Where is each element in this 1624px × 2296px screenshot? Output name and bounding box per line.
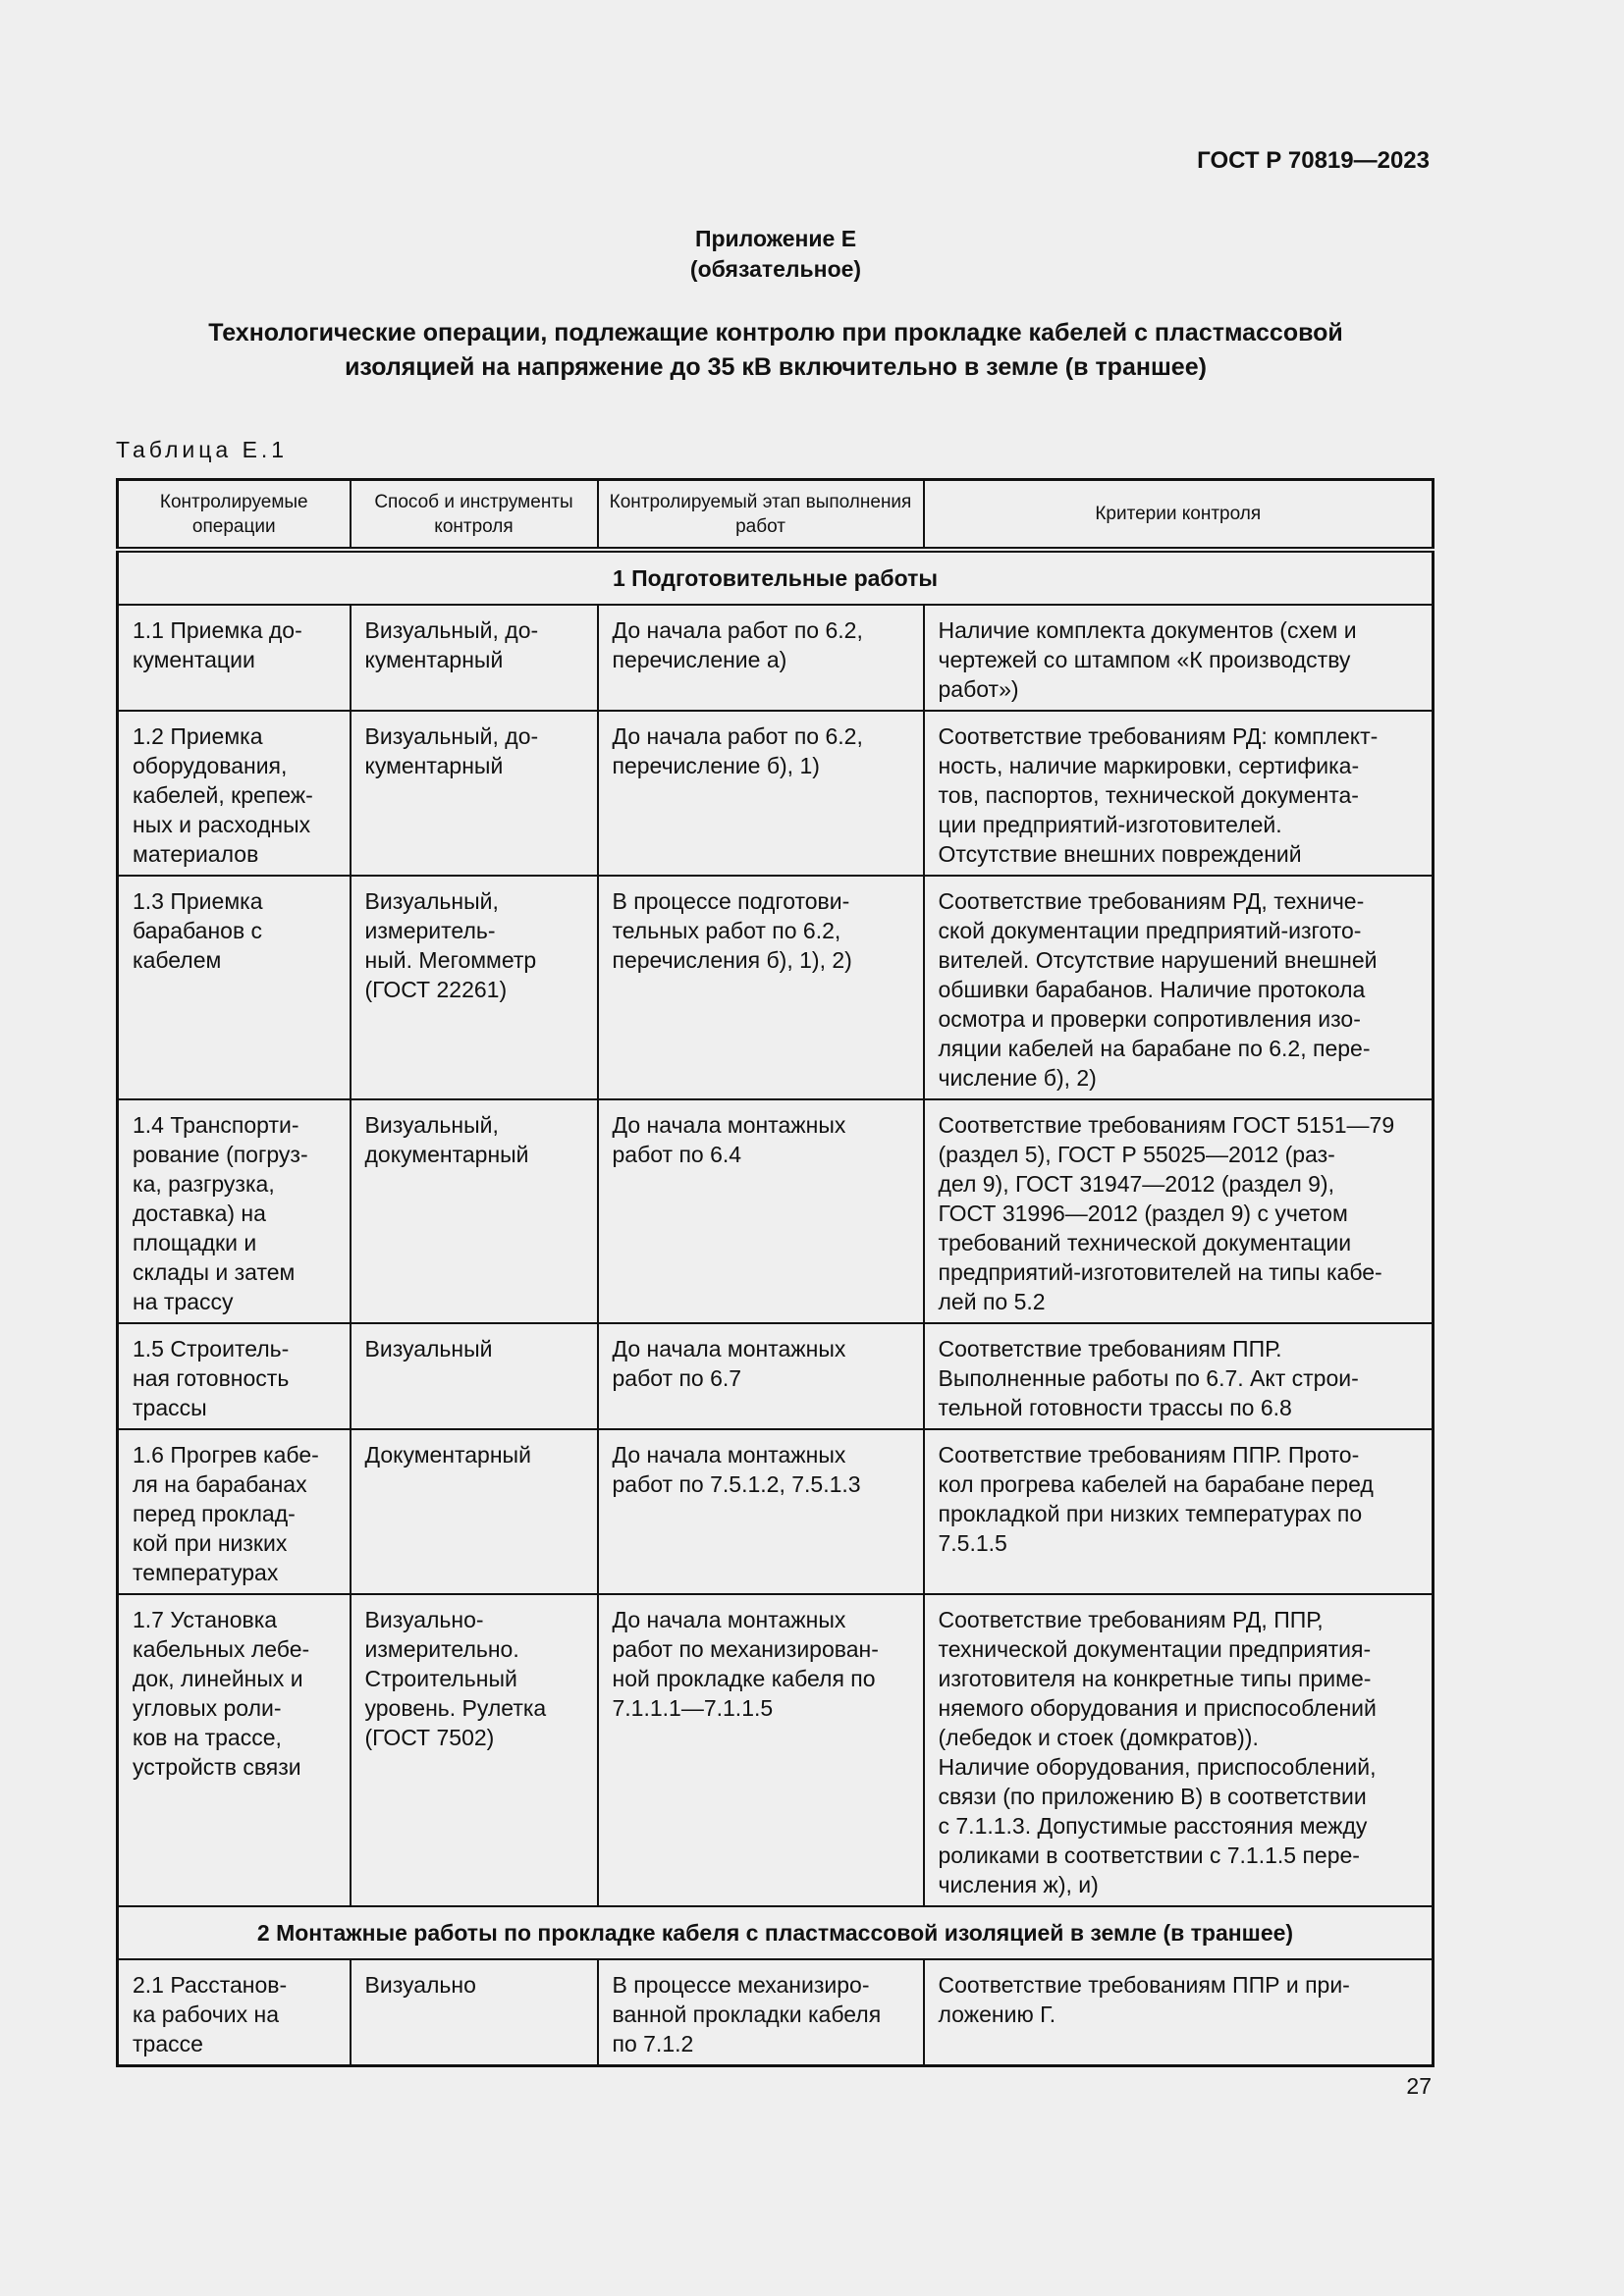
- stage-cell: До начала монтажных работ по 6.4: [598, 1099, 924, 1323]
- section-title: 1 Подготовительные работы: [118, 550, 1434, 605]
- criteria-cell: Соответствие требованиям РД, техниче- ской документации предприятий-изгото- вителей. Отсутствие нарушений внешней обшивки барабанов. Наличие протокола осмотра и проверки сопротивления изо- ляции кабелей на барабане по 6.2, пере- числение б), 2): [924, 876, 1434, 1099]
- section-row-installation: [118, 1906, 1434, 1959]
- table-row: [118, 1323, 1434, 1429]
- criteria-cell: Соответствие требованиям РД, ППР, технической документации предприятия- изготовителя на конкретные типы приме- няемого оборудования и приспособлений (лебедок и стоек (домкратов)). Наличие оборудования, приспособлений, связи (по приложению В) в соответствии с 7.1.1.3. Допустимые расстояния между роликами в соответствии с 7.1.1.5 пере- числения ж), и): [924, 1594, 1434, 1906]
- stage-cell: В процессе подготови- тельных работ по 6.2, перечисления б), 1), 2): [598, 876, 924, 1099]
- method-cell: Визуальный, измеритель- ный. Мегомметр (ГОСТ 22261): [351, 876, 598, 1099]
- table-row: [118, 605, 1434, 711]
- section-title: 2 Монтажные работы по прокладке кабеля с пластмассовой изоляцией в земле (в траншее): [118, 1906, 1434, 1959]
- annex-status: (обязательное): [689, 256, 862, 282]
- column-header-criteria: Критерии контроля: [924, 480, 1434, 551]
- criteria-cell: Соответствие требованиям ППР и при- ложению Г.: [924, 1959, 1434, 2066]
- table-row: [118, 1594, 1434, 1906]
- section-row-preparatory: [118, 550, 1434, 605]
- control-operations-table: [116, 478, 1435, 2067]
- method-cell: Визуальный, до- кументарный: [351, 605, 598, 711]
- annex-subject-line-2: изоляцией на напряжение до 35 кВ включительно в земле (в траншее): [345, 353, 1207, 381]
- control-table: [116, 478, 1432, 2067]
- method-cell: Визуально- измерительно. Строительный уровень. Рулетка (ГОСТ 7502): [351, 1594, 598, 1906]
- document-code: ГОСТ Р 70819—2023: [1197, 147, 1430, 174]
- page-number: 27: [1406, 2073, 1432, 2099]
- criteria-cell: Соответствие требованиям ГОСТ 5151—79 (раздел 5), ГОСТ Р 55025—2012 (раз- дел 9), ГОСТ 31947—2012 (раздел 9), ГОСТ 31996—2012 (раздел 9) с учетом требований технической документации предприятий-изготовителей на типы кабе- лей по 5.2: [924, 1099, 1434, 1323]
- operation-cell: 1.3 Приемка барабанов с кабелем: [118, 876, 351, 1099]
- table-row: [118, 1099, 1434, 1323]
- method-cell: Документарный: [351, 1429, 598, 1594]
- stage-cell: До начала монтажных работ по 7.5.1.2, 7.5.1.3: [598, 1429, 924, 1594]
- criteria-cell: Соответствие требованиям ППР. Выполненные работы по 6.7. Акт строи- тельной готовности трассы по 6.8: [924, 1323, 1434, 1429]
- table-row: [118, 1429, 1434, 1594]
- column-header-operations: Контролируемые операции: [118, 480, 351, 551]
- stage-cell: До начала монтажных работ по 6.7: [598, 1323, 924, 1429]
- annex-title: Приложение Е: [694, 226, 857, 251]
- operation-cell: 2.1 Расстанов- ка рабочих на трассе: [118, 1959, 351, 2066]
- criteria-cell: Наличие комплекта документов (схем и чертежей со штампом «К производству работ»): [924, 605, 1434, 711]
- criteria-cell: Соответствие требованиям РД: комплект- ность, наличие маркировки, сертифика- тов, паспортов, технической документа- ции предприятий-изготовителей. Отсутствие внешних повреждений: [924, 711, 1434, 876]
- operation-cell: 1.5 Строитель- ная готовность трассы: [118, 1323, 351, 1429]
- column-header-method: Способ и инструменты контроля: [351, 480, 598, 551]
- table-row: [118, 1959, 1434, 2066]
- stage-cell: В процессе механизиро- ванной прокладки кабеля по 7.1.2: [598, 1959, 924, 2066]
- operation-cell: 1.2 Приемка оборудования, кабелей, крепеж- ных и расходных материалов: [118, 711, 351, 876]
- table-row: [118, 876, 1434, 1099]
- table-header-row: [118, 480, 1434, 551]
- method-cell: Визуально: [351, 1959, 598, 2066]
- stage-cell: До начала работ по 6.2, перечисление б), 1): [598, 711, 924, 876]
- stage-cell: До начала монтажных работ по механизирован- ной прокладке кабеля по 7.1.1.1—7.1.1.5: [598, 1594, 924, 1906]
- operation-cell: 1.1 Приемка до- кументации: [118, 605, 351, 711]
- stage-cell: До начала работ по 6.2, перечисление а): [598, 605, 924, 711]
- table-row: [118, 711, 1434, 876]
- annex-subject-title: [118, 316, 1434, 385]
- operation-cell: 1.6 Прогрев кабе- ля на барабанах перед проклад- кой при низких температурах: [118, 1429, 351, 1594]
- column-header-stage: Контролируемый этап выполнения работ: [598, 480, 924, 551]
- table-caption: Таблица Е.1: [116, 437, 289, 462]
- operation-cell: 1.7 Установка кабельных лебе- док, линейных и угловых роли- ков на трассе, устройств связи: [118, 1594, 351, 1906]
- method-cell: Визуальный, документарный: [351, 1099, 598, 1323]
- annex-heading: [0, 224, 1551, 285]
- annex-subject-line-1: Технологические операции, подлежащие контролю при прокладке кабелей с пластмассовой: [208, 319, 1343, 347]
- criteria-cell: Соответствие требованиям ППР. Прото- кол прогрева кабелей на барабане перед прокладкой при низких температурах по 7.5.1.5: [924, 1429, 1434, 1594]
- method-cell: Визуальный, до- кументарный: [351, 711, 598, 876]
- method-cell: Визуальный: [351, 1323, 598, 1429]
- operation-cell: 1.4 Транспорти- рование (погруз- ка, разгрузка, доставка) на площадки и склады и затем на трассу: [118, 1099, 351, 1323]
